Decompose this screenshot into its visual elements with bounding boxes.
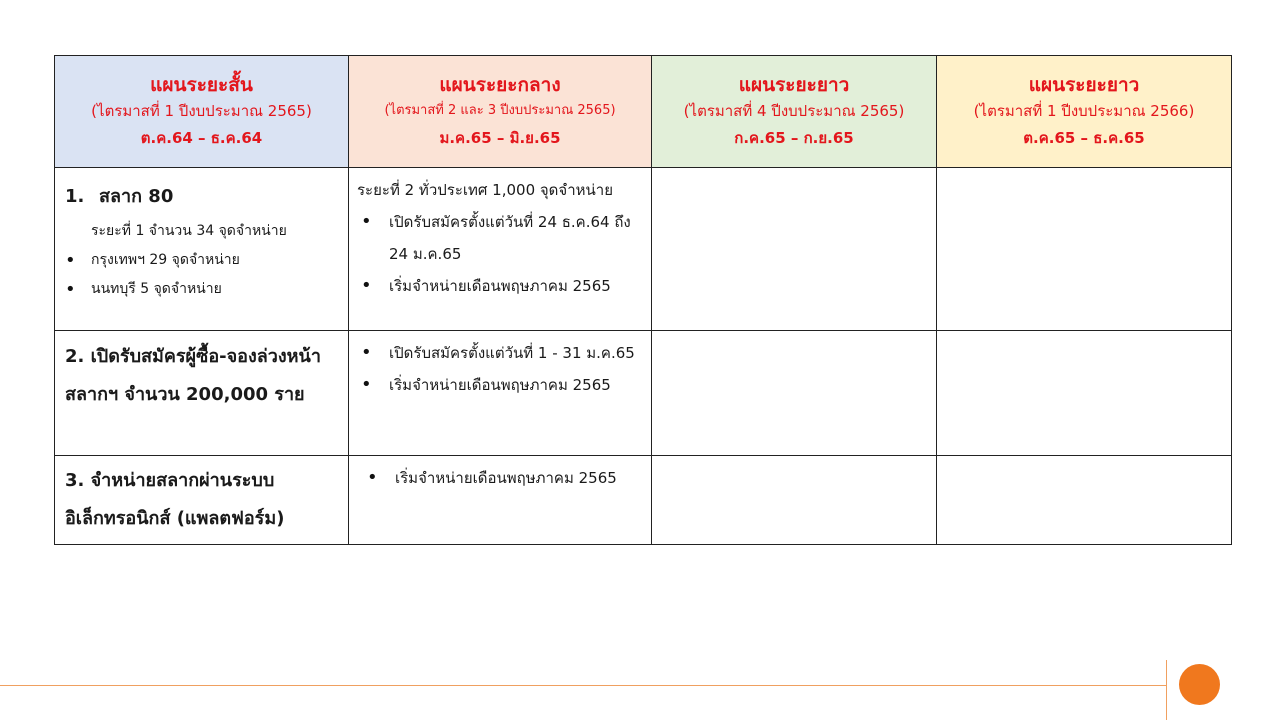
row1-col4 [937, 168, 1232, 331]
list-item: • นนทบุรี 5 จุดจำหน่าย [65, 275, 338, 304]
header-subtitle: (ไตรมาสที่ 1 ปีงบประมาณ 2566) [973, 101, 1195, 120]
row1-col1 [55, 168, 349, 331]
header-title: แผนระยะยาว [1028, 73, 1140, 96]
bullet-list [363, 462, 641, 494]
row2-col4 [937, 331, 1232, 456]
header-row [55, 56, 1232, 168]
header-date: ต.ค.64 – ธ.ค.64 [140, 128, 263, 147]
header-subtitle: (ไตรมาสที่ 2 และ 3 ปีงบประมาณ 2565) [384, 102, 616, 118]
slide-circle-icon [1179, 664, 1220, 705]
header-date: ต.ค.65 – ธ.ค.65 [1023, 128, 1145, 147]
row3-col1 [55, 456, 349, 545]
header-subtitle: (ไตรมาสที่ 1 ปีงบประมาณ 2565) [91, 101, 312, 120]
bullet-list [65, 246, 338, 304]
row-title: 2. เปิดรับสมัครผู้ซื้อ-จองล่วงหน้าสลากฯ จำนวน 200,000 ราย [65, 346, 321, 405]
footer-line [0, 685, 1166, 686]
bullet-list [357, 206, 641, 302]
list-item: • เริ่มจำหน่ายเดือนพฤษภาคม 2565 [363, 462, 641, 494]
row1-col2 [349, 168, 652, 331]
list-item: • เริ่มจำหน่ายเดือนพฤษภาคม 2565 [357, 270, 641, 302]
list-item: • เปิดรับสมัครตั้งแต่วันที่ 1 - 31 ม.ค.65 [357, 337, 641, 369]
row2-col1 [55, 331, 349, 456]
footer-divider [1166, 660, 1167, 720]
row-detail: ระยะที่ 1 จำนวน 34 จุดจำหน่าย [91, 223, 287, 239]
row-title: 3. จำหน่ายสลากผ่านระบบอิเล็กทรอนิกส์ (แพลตฟอร์ม) [65, 470, 285, 529]
row3-col3 [652, 456, 937, 545]
header-title: แผนระยะกลาง [439, 73, 561, 96]
header-mid-term [349, 56, 652, 168]
row2-col2 [349, 331, 652, 456]
table-row [55, 456, 1232, 545]
row3-col2 [349, 456, 652, 545]
row-title-text: สลาก 80 [99, 186, 174, 207]
plan-table [54, 55, 1232, 545]
row3-col4 [937, 456, 1232, 545]
row-intro: ระยะที่ 2 ทั่วประเทศ 1,000 จุดจำหน่าย [357, 181, 613, 199]
header-long-term-q1 [937, 56, 1232, 168]
table-row [55, 168, 1232, 331]
header-long-term-q4 [652, 56, 937, 168]
table-row [55, 331, 1232, 456]
row2-col3 [652, 331, 937, 456]
header-title: แผนระยะสั้น [150, 73, 253, 96]
header-short-term [55, 56, 349, 168]
row1-col3 [652, 168, 937, 331]
header-subtitle: (ไตรมาสที่ 4 ปีงบประมาณ 2565) [683, 101, 905, 120]
list-item: • เปิดรับสมัครตั้งแต่วันที่ 24 ธ.ค.64 ถึง 24 ม.ค.65 [357, 206, 641, 270]
row-title [65, 178, 338, 216]
row-number: 1. [65, 186, 85, 207]
header-date: ม.ค.65 – มิ.ย.65 [439, 128, 561, 147]
header-title: แผนระยะยาว [738, 73, 850, 96]
bullet-list [357, 337, 641, 401]
list-item: • กรุงเทพฯ 29 จุดจำหน่าย [65, 246, 338, 275]
list-item: • เริ่มจำหน่ายเดือนพฤษภาคม 2565 [357, 369, 641, 401]
header-date: ก.ค.65 – ก.ย.65 [734, 128, 854, 147]
